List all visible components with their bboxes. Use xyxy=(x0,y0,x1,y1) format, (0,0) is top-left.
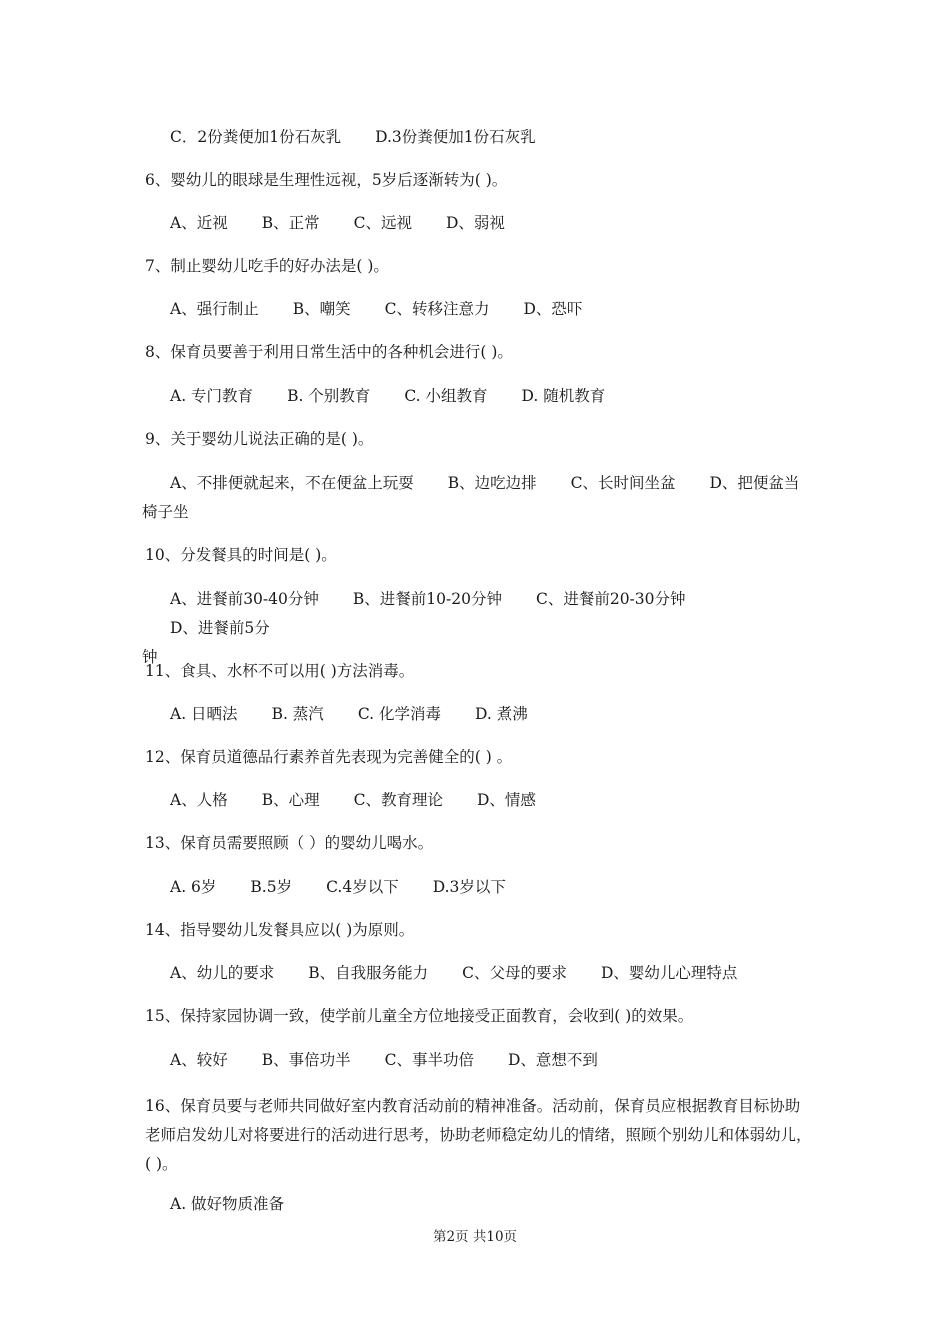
answer-option: D.3份粪便加1份石灰乳 xyxy=(375,128,536,146)
answer-option: B、心理 xyxy=(261,791,320,809)
answer-option: A、幼儿的要求 xyxy=(170,964,275,982)
answer-option: B、事倍功半 xyxy=(261,1051,351,1069)
answer-option: D. 煮沸 xyxy=(474,705,528,723)
answer-option: B. 个别教育 xyxy=(287,387,371,405)
answer-option: D、弱视 xyxy=(445,214,505,232)
answer-option: B.5岁 xyxy=(250,878,293,896)
answer-option: A、人格 xyxy=(170,791,228,809)
answer-option: A、较好 xyxy=(170,1051,228,1069)
answer-option: A、近视 xyxy=(170,214,228,232)
answer-option: D、情感 xyxy=(476,791,536,809)
answer-option: A、不排便就起来，不在便盆上玩耍 xyxy=(170,474,414,492)
answer-option: B、正常 xyxy=(261,214,320,232)
question-text: 14、指导婴幼儿发餐具应以( )为原则。 xyxy=(145,921,415,939)
question-text: 15、保持家园协调一致，使学前儿童全方位地接受正面教育，会收到( )的效果。 xyxy=(145,1007,694,1025)
answer-options xyxy=(170,1050,840,1070)
answer-options xyxy=(170,299,840,319)
answer-option: D、婴幼儿心理特点 xyxy=(600,964,738,982)
answer-option: B、边吃边排 xyxy=(447,474,537,492)
answer-option: C、父母的要求 xyxy=(462,964,567,982)
question-text: 11、食具、水杯不可以用( )方法消毒。 xyxy=(145,662,415,680)
answer-option: D.3岁以下 xyxy=(432,878,506,896)
page-footer: 第2页 共10页 xyxy=(432,1229,518,1245)
answer-option: A. 日晒法 xyxy=(170,705,238,723)
question-text: 6、婴幼儿的眼球是生理性远视，5岁后逐渐转为( )。 xyxy=(145,171,508,189)
answer-options xyxy=(170,386,840,406)
question-text: 13、保育员需要照顾（ ）的婴幼儿喝水。 xyxy=(145,834,434,852)
answer-option: B、自我服务能力 xyxy=(308,964,429,982)
answer-option: C、教育理论 xyxy=(353,791,443,809)
answer-options xyxy=(142,585,840,672)
answer-options xyxy=(170,213,840,233)
answer-option: A. 6岁 xyxy=(170,878,217,896)
answer-option: D、意想不到 xyxy=(507,1051,598,1069)
answer-options xyxy=(142,469,840,527)
answer-option: D、恐吓 xyxy=(523,300,583,318)
question-text: 7、制止婴幼儿吃手的好办法是( )。 xyxy=(145,257,389,275)
answer-option: D、把便盆当 xyxy=(709,474,800,492)
answer-option: A、进餐前30-40分钟 xyxy=(170,590,319,608)
answer-option: A. 做好物质准备 xyxy=(170,1195,285,1213)
question-text: 9、关于婴幼儿说法正确的是( )。 xyxy=(145,430,374,448)
answer-option: C. 化学消毒 xyxy=(357,705,441,723)
answer-option: B、嘲笑 xyxy=(292,300,351,318)
answer-option-continuation: 钟 xyxy=(142,648,158,666)
answer-option: C．2份粪便加1份石灰乳 xyxy=(170,128,342,146)
answer-option-continuation: 椅子坐 xyxy=(142,503,189,521)
answer-option: C、事半功倍 xyxy=(384,1051,474,1069)
answer-option: C、进餐前20-30分钟 xyxy=(535,590,686,608)
question-text: 8、保育员要善于利用日常生活中的各种机会进行( )。 xyxy=(145,343,513,361)
answer-options xyxy=(170,704,840,724)
answer-option: D. 随机教育 xyxy=(521,387,606,405)
answer-option: B. 蒸汽 xyxy=(271,705,324,723)
answer-option: C、长时间坐盆 xyxy=(570,474,676,492)
answer-options xyxy=(170,1194,840,1214)
answer-options xyxy=(170,877,840,897)
answer-option: D、进餐前5分 xyxy=(170,619,270,637)
answer-option: C.4岁以下 xyxy=(326,878,399,896)
answer-option: C、远视 xyxy=(353,214,412,232)
answer-option: B、进餐前10-20分钟 xyxy=(352,590,502,608)
answer-option: C. 小组教育 xyxy=(404,387,488,405)
question-text: 10、分发餐具的时间是( )。 xyxy=(145,546,337,564)
answer-option: A、强行制止 xyxy=(170,300,259,318)
answer-options xyxy=(170,790,840,810)
answer-options xyxy=(170,963,840,983)
answer-option: C、转移注意力 xyxy=(384,300,490,318)
answer-option: A. 专门教育 xyxy=(170,387,254,405)
answer-options xyxy=(170,127,840,147)
question-text: 12、保育员道德品行素养首先表现为完善健全的( ) 。 xyxy=(145,748,513,766)
question-text: 16、保育员要与老师共同做好室内教育活动前的精神准备。活动前，保育员应根据教育目标协助老师启发幼儿对将要进行的活动进行思考，协助老师稳定幼儿的情绪，照顾个别幼儿和体弱幼儿，( )。 xyxy=(145,1097,812,1173)
